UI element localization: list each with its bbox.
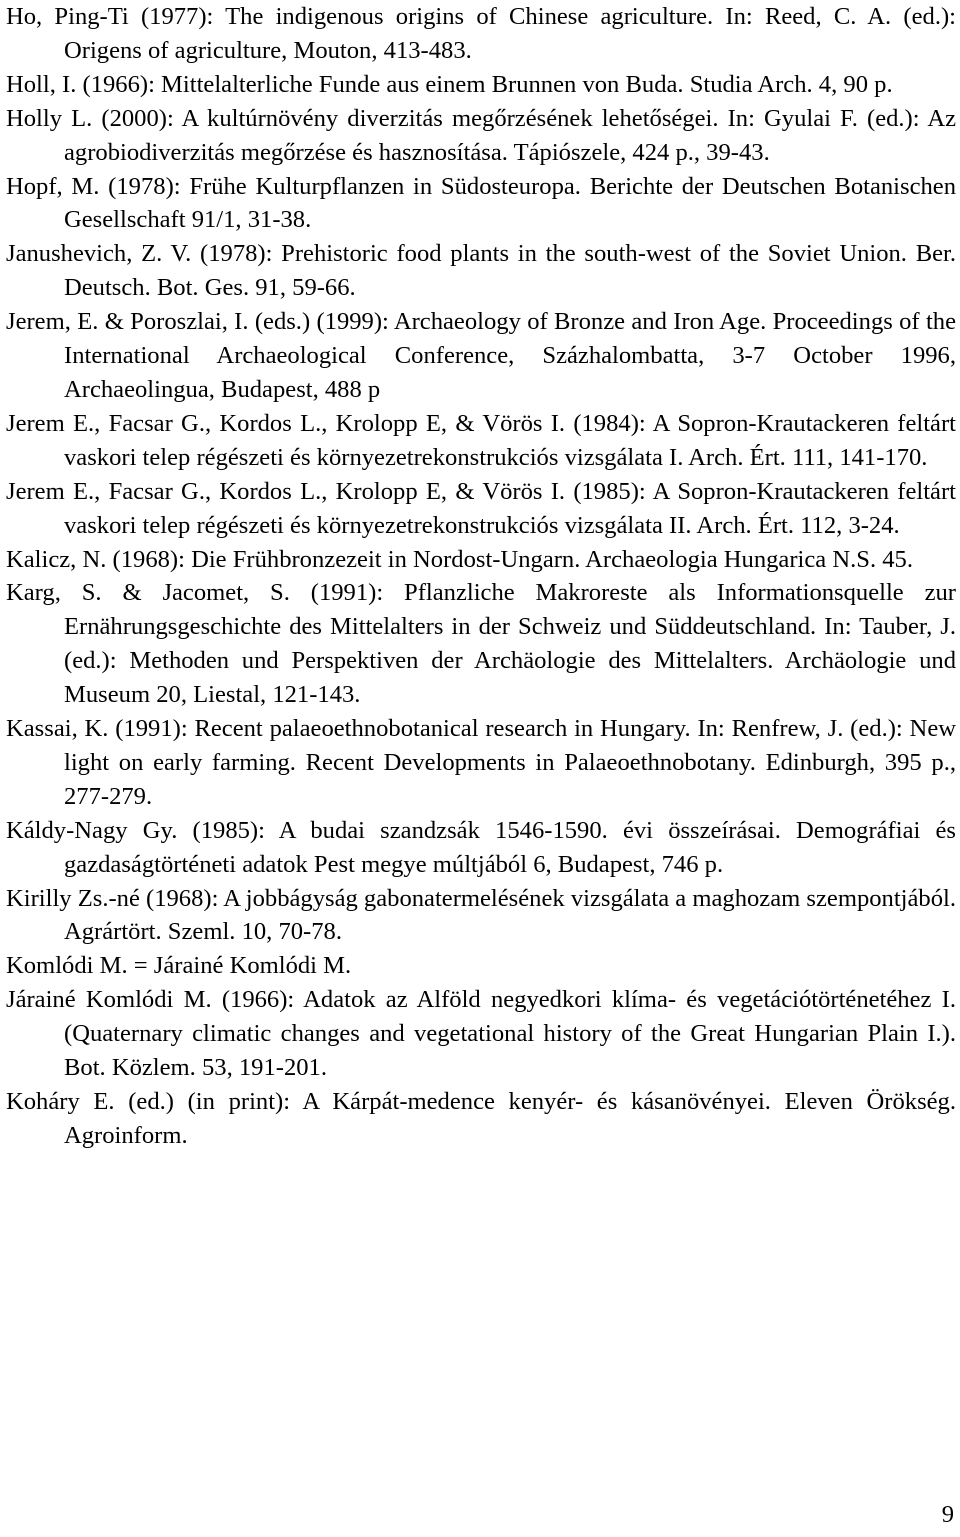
reference-entry: Janushevich, Z. V. (1978): Prehistoric food plants in the south-west of the Soviet Union. Ber. Deutsch. Bot. Ges. 91, 59-66.: [6, 240, 956, 302]
page-number: 9: [941, 1501, 954, 1528]
reference-entry: Holl, I. (1966): Mittelalterliche Funde aus einem Brunnen von Buda. Studia Arch. 4, 90 p.: [6, 70, 893, 98]
reference-entry: Járainé Komlódi M. (1966): Adatok az Alföld negyedkori klíma- és vegetációtörténetéhez I. (Quaternary climatic changes and vegetational history of the Great Hungarian Plain I.). Bot. Közlem. 53, 191-201.: [6, 986, 956, 1082]
reference-entry: Jerem E., Facsar G., Kordos L., Krolopp E, & Vörös I. (1984): A Sopron-Krautackeren feltárt vaskori telep régészeti és környezetrekonstrukciós vizsgálata I. Arch. Ért. 111, 141-170.: [6, 409, 956, 471]
reference-entry: Holly L. (2000): A kultúrnövény diverzitás megőrzésének lehetőségei. In: Gyulai F. (ed.): Az agrobiodiverzitás megőrzése és hasznosítása. Tápiószele, 424 p., 39-43.: [6, 104, 956, 166]
reference-entry: Jerem E., Facsar G., Kordos L., Krolopp E, & Vörös I. (1985): A Sopron-Krautackeren feltárt vaskori telep régészeti és környezetrekonstrukciós vizsgálata II. Arch. Ért. 112, 3-24.: [6, 477, 956, 539]
reference-entry: Kalicz, N. (1968): Die Frühbronzezeit in Nordost-Ungarn. Archaeologia Hungarica N.S. 45.: [6, 545, 913, 573]
reference-entry: Jerem, E. & Poroszlai, I. (eds.) (1999): Archaeology of Bronze and Iron Age. Proceedings of the International Archaeological Conference, Százhalombatta, 3-7 October 1996, Archaeolingua, Budapest, 488 p: [6, 308, 956, 403]
reference-entry: Ho, Ping-Ti (1977): The indigenous origins of Chinese agriculture. In: Reed, C. A. (ed.): Origens of agriculture, Mouton, 413-483.: [6, 3, 956, 64]
reference-entry: Káldy-Nagy Gy. (1985): A budai szandzsák 1546-1590. évi összeírásai. Demográfiai és gazdaságtörténeti adatok Pest megye múltjából 6, Budapest, 746 p.: [6, 816, 956, 878]
reference-entry: Karg, S. & Jacomet, S. (1991): Pflanzliche Makroreste als Informationsquelle zur Ernährungsgeschichte des Mittelalters in der Schweiz und Süddeutschland. In: Tauber, J. (ed.): Methoden und Perspektiven der Archäologie des Mittelalters. Archäologie und Museum 20, Liestal, 121-143.: [6, 579, 956, 709]
reference-entry: Kirilly Zs.-né (1968): A jobbágyság gabonatermelésének vizsgálata a maghozam szempontjából. Agrártört. Szeml. 10, 70-78.: [6, 884, 956, 946]
references-page: [6, 0, 956, 1153]
reference-entry: Kassai, K. (1991): Recent palaeoethnobotanical research in Hungary. In: Renfrew, J. (ed.): New light on early farming. Recent Developments in Palaeoethnobotany. Edinburgh, 395 p., 277-279.: [6, 715, 956, 810]
reference-entry: Komlódi M. = Járainé Komlódi M.: [6, 952, 352, 980]
reference-list: [6, 0, 956, 1153]
reference-entry: Koháry E. (ed.) (in print): A Kárpát-medence kenyér- és kásanövényei. Eleven Örökség. Agroinform.: [6, 1088, 956, 1149]
reference-entry: Hopf, M. (1978): Frühe Kulturpflanzen in Südosteuropa. Berichte der Deutschen Botanischen Gesellschaft 91/1, 31-38.: [6, 172, 956, 234]
